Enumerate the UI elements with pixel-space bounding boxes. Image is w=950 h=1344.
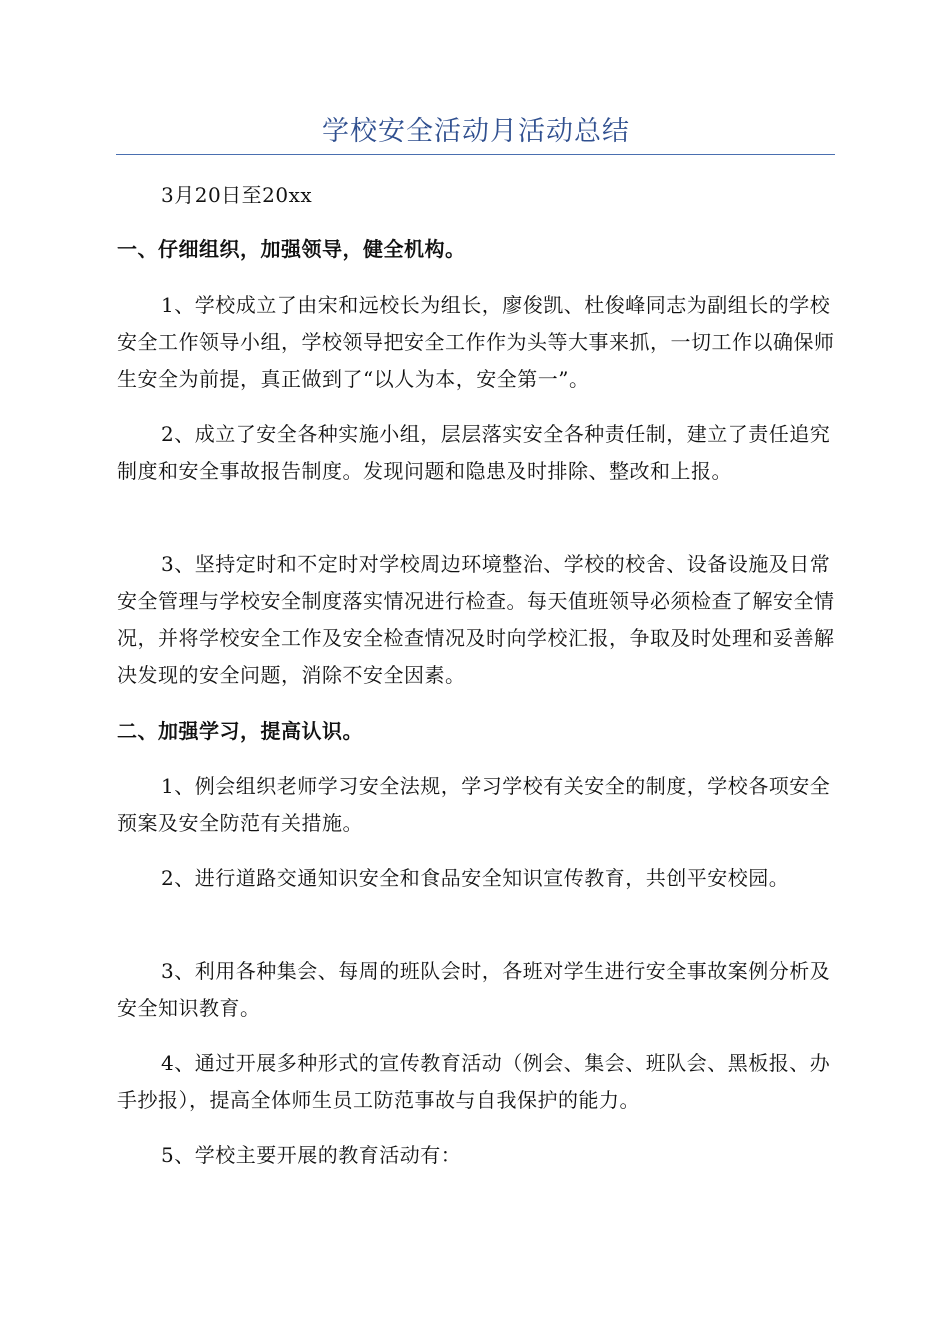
section-2-paragraph-2: 2、进行道路交通知识安全和食品安全知识宣传教育，共创平安校园。 — [161, 866, 790, 890]
section-1-paragraph-2: 2、成立了安全各种实施小组，层层落实安全各种责任制，建立了责任追究制度和安全事故报告制度。发现问题和隐患及时排除、整改和上报。 — [117, 422, 831, 483]
document-title: 学校安全活动月活动总结 — [322, 116, 630, 147]
section-2-paragraph-5: 5、学校主要开展的教育活动有： — [161, 1143, 462, 1167]
section-2-paragraph-1: 1、例会组织老师学习安全法规，学习学校有关安全的制度，学校各项安全预案及安全防范有关措施。 — [117, 774, 831, 835]
title-underline — [116, 154, 835, 155]
section-1-paragraph-1: 1、学校成立了由宋和远校长为组长，廖俊凯、杜俊峰同志为副组长的学校安全工作领导小组，学校领导把安全工作作为头等大事来抓，一切工作以确保师生安全为前提，真正做到了“以人为本，安全第一”。 — [117, 293, 835, 391]
section-2-paragraph-3: 3、利用各种集会、每周的班队会时，各班对学生进行安全事故案例分析及安全知识教育。 — [117, 959, 831, 1020]
date-line: 3月20日至20xx — [161, 183, 313, 207]
section-1-heading: 一、仔细组织，加强领导，健全机构。 — [117, 237, 466, 261]
section-1-paragraph-3: 3、坚持定时和不定时对学校周边环境整治、学校的校舍、设备设施及日常安全管理与学校安全制度落实情况进行检查。每天值班领导必须检查了解安全情况，并将学校安全工作及安全检查情况及时向学校汇报，争取及时处理和妥善解决发现的安全问题，消除不安全因素。 — [117, 552, 835, 687]
section-2-paragraph-4: 4、通过开展多种形式的宣传教育活动（例会、集会、班队会、黑板报、办手抄报），提高全体师生员工防范事故与自我保护的能力。 — [117, 1051, 831, 1112]
section-2-heading: 二、加强学习，提高认识。 — [117, 719, 363, 743]
